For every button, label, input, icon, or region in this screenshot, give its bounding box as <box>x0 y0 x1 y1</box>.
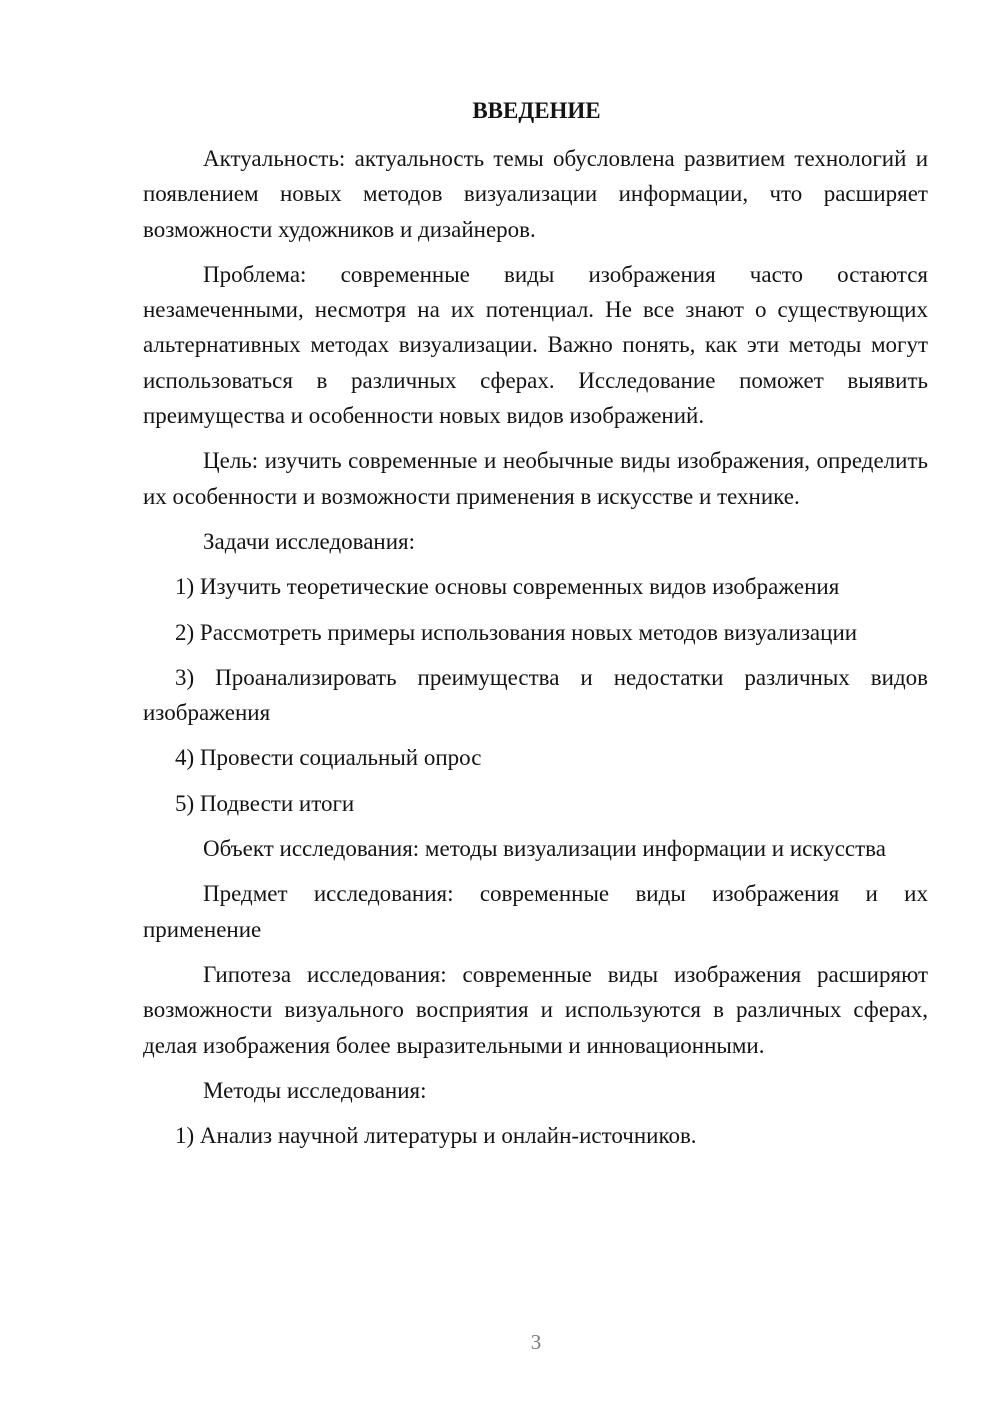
hypothesis-paragraph: Гипотеза исследования: современные виды изображения расширяют возможности визуального восприятия и используются в различных сферах, делая изображения более выразительными и инновационными. <box>143 961 928 1058</box>
relevance-paragraph: Актуальность: актуальность темы обусловлена развитием технологий и появлением новых методов визуализации информации, что расширяет возможности художников и дизайнеров. <box>143 146 928 242</box>
method-item: 1) Анализ научной литературы и онлайн-источников. <box>175 1123 697 1149</box>
goal-paragraph: Цель: изучить современные и необычные виды изображения, определить их особенности и возможности применения в искусстве и технике. <box>143 448 928 509</box>
task-item: 1) Изучить теоретические основы современных видов изображения <box>175 574 840 600</box>
task-item: 3) Проанализировать преимущества и недостатки различных видов изображения <box>143 664 928 726</box>
object-paragraph: Объект исследования: методы визуализации информации и искусства <box>203 836 886 862</box>
task-item: 4) Провести социальный опрос <box>175 745 482 771</box>
task-item: 5) Подвести итоги <box>175 790 355 816</box>
problem-paragraph: Проблема: современные виды изображения часто остаются незамеченными, несмотря на их потенциал. Не все знают о существующих альтернативных методах визуализации. Важно понять, как эти методы могут использоваться в различных сферах. Исследование поможет выявить преимущества и особенности новых видов изображений. <box>143 261 928 429</box>
tasks-heading: Задачи исследования: <box>203 528 416 554</box>
page-number: 3 <box>530 1330 542 1354</box>
page-title: ВВЕДЕНИЕ <box>472 98 601 123</box>
subject-paragraph: Предмет исследования: современные виды изображения и их применение <box>143 881 928 942</box>
task-item: 2) Рассмотреть примеры использования новых методов визуализации <box>175 619 858 645</box>
page-content <box>143 93 928 1153</box>
methods-heading: Методы исследования: <box>203 1077 427 1103</box>
